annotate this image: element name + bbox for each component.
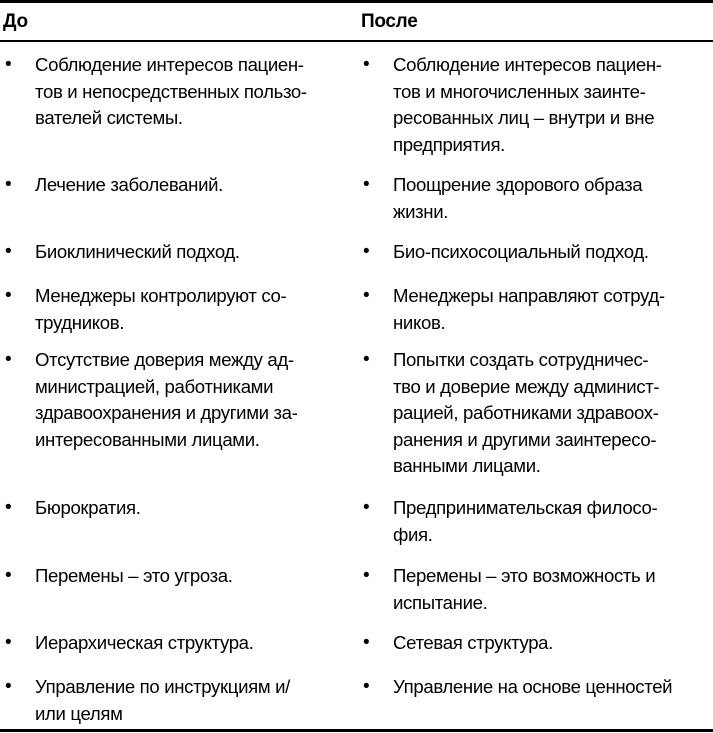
after-text: Био-психосоциальный подход. bbox=[393, 241, 649, 262]
bullet-icon: • bbox=[363, 241, 370, 262]
before-text: Отсутствие доверия между ад- министрацией, работниками здравоохранения и другими за- интересованными лицами. bbox=[35, 349, 298, 450]
header-after: После bbox=[361, 11, 418, 32]
bullet-icon: • bbox=[5, 349, 12, 370]
bullet-icon: • bbox=[363, 632, 370, 653]
before-text: Перемены – это угроза. bbox=[35, 565, 233, 586]
after-text: Управление на основе ценностей bbox=[393, 676, 673, 697]
bullet-icon: • bbox=[5, 285, 12, 306]
bullet-icon: • bbox=[5, 497, 12, 518]
after-text: Поощрение здорового образа жизни. bbox=[393, 174, 643, 222]
bullet-icon: • bbox=[363, 285, 370, 306]
after-text: Предпринимательская филосо- фия. bbox=[393, 497, 658, 545]
bullet-icon: • bbox=[363, 676, 370, 697]
header-rule bbox=[0, 40, 713, 42]
after-text: Сетевая структура. bbox=[393, 632, 553, 653]
before-text: Соблюдение интересов пациен- тов и непосредственных пользо- вателей системы. bbox=[35, 54, 307, 128]
bullet-icon: • bbox=[5, 174, 12, 195]
after-text: Соблюдение интересов пациен- тов и многочисленных заинте- ресованных лиц – внутри и вне предприятия. bbox=[393, 54, 662, 155]
bottom-rule bbox=[0, 729, 713, 732]
before-text: Бюрократия. bbox=[35, 497, 141, 518]
before-text: Менеджеры контролируют со- трудников. bbox=[35, 285, 287, 333]
bullet-icon: • bbox=[363, 565, 370, 586]
bullet-icon: • bbox=[5, 241, 12, 262]
after-text: Попытки создать сотрудничес- тво и доверие между админист- рацией, работниками здравоох- ранения и другими заинтересо- ванными лицами. bbox=[393, 349, 660, 476]
bullet-icon: • bbox=[5, 632, 12, 653]
bullet-icon: • bbox=[5, 54, 12, 75]
bullet-icon: • bbox=[363, 349, 370, 370]
after-text: Менеджеры направляют сотруд- ников. bbox=[393, 285, 665, 333]
bullet-icon: • bbox=[5, 565, 12, 586]
bullet-icon: • bbox=[363, 497, 370, 518]
header-before: До bbox=[3, 11, 28, 32]
before-text: Иерархическая структура. bbox=[35, 632, 254, 653]
bullet-icon: • bbox=[5, 676, 12, 697]
bullet-icon: • bbox=[363, 174, 370, 195]
bullet-icon: • bbox=[363, 54, 370, 75]
before-text: Управление по инструкциям и/ или целям bbox=[35, 676, 290, 724]
top-rule bbox=[0, 0, 713, 3]
after-text: Перемены – это возможность и испытание. bbox=[393, 565, 656, 613]
before-text: Биоклинический подход. bbox=[35, 241, 240, 262]
before-text: Лечение заболеваний. bbox=[35, 174, 223, 195]
